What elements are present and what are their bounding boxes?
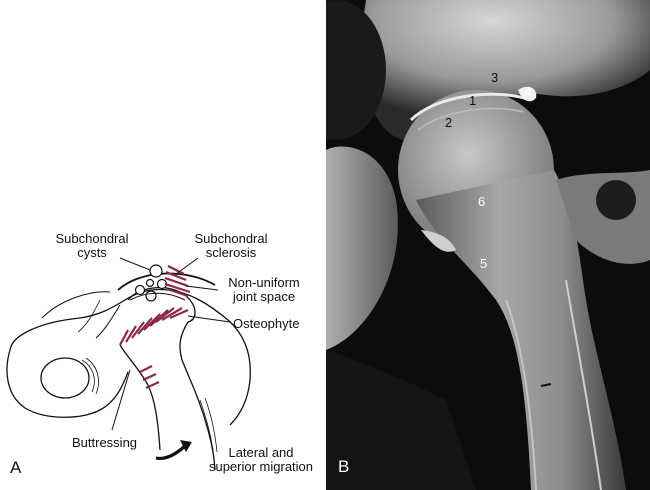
pelvis-lower-outline: [7, 350, 128, 417]
panel-letter-b: B: [338, 457, 350, 476]
label-line: Non-uniform: [228, 275, 300, 290]
label-line: Lateral and: [228, 445, 294, 460]
xray-marker-3: 3: [491, 70, 499, 85]
pelvis-outline: [10, 289, 250, 425]
label-line: Subchondral: [194, 231, 268, 246]
label-line: superior migration: [208, 459, 314, 474]
panel-letter-a: A: [10, 458, 22, 477]
label-line: cysts: [77, 245, 107, 260]
panel-b-radiograph: [326, 0, 650, 490]
xray-marker-6: 6: [478, 194, 486, 209]
label-non-uniform-joint-space: [218, 276, 310, 304]
xray-marker-1: 1: [469, 93, 477, 108]
obturator-foramen: [41, 358, 89, 398]
label-osteophyte: Osteophyte: [233, 316, 300, 331]
label-buttressing: Buttressing: [72, 435, 138, 450]
label-line: joint space: [232, 289, 296, 304]
buttressing-hatching: [120, 308, 188, 388]
radiograph-image: [326, 0, 650, 490]
sclerosis-hatching: [165, 266, 190, 296]
label-subchondral-sclerosis: [186, 232, 276, 260]
xray-marker-4: 4: [524, 85, 532, 100]
label-subchondral-cysts: [52, 232, 132, 260]
xray-pubis: [326, 147, 398, 350]
xray-marker-5: 5: [480, 256, 488, 271]
label-line: sclerosis: [205, 245, 257, 260]
xray-marker-2: 2: [445, 115, 453, 130]
label-line: Subchondral: [55, 231, 129, 246]
label-lateral-superior-migration: [198, 446, 324, 474]
